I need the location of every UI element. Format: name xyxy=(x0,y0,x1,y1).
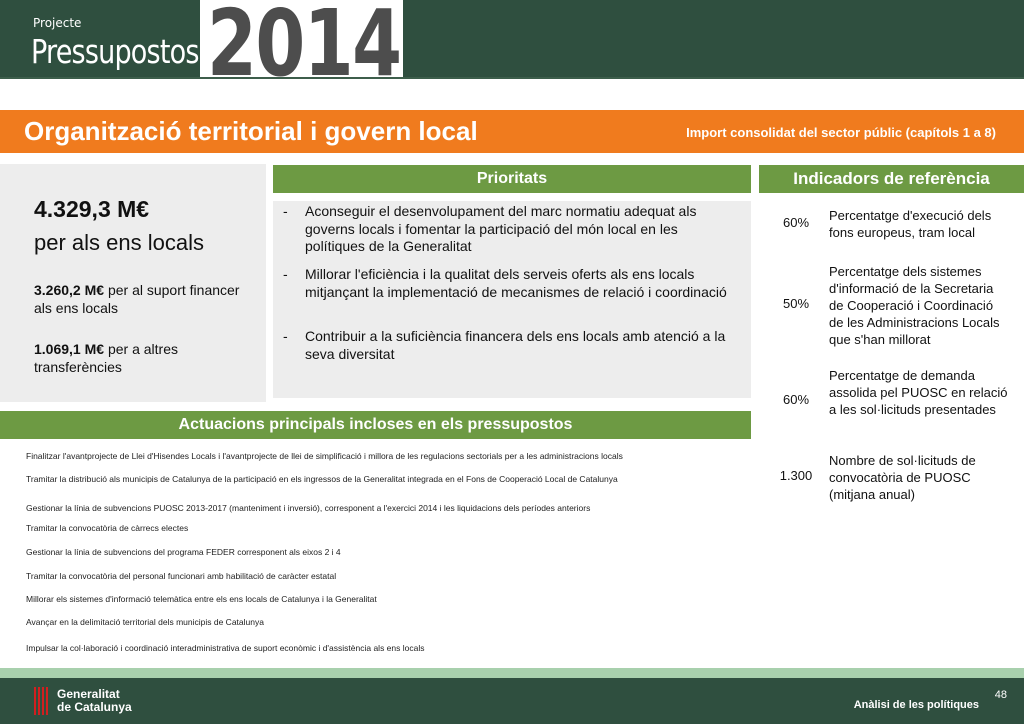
generalitat-logo-icon xyxy=(34,687,50,715)
priority-item xyxy=(283,328,738,363)
priority-text: Aconseguir el desenvolupament del marc normatiu adequat als governs locals i fomentar la participació del món local en les polítiques de la Generalitat xyxy=(305,203,697,254)
bullet-dash: - xyxy=(283,203,288,219)
summary-item xyxy=(34,281,259,317)
actions-heading: Actuacions principals incloses en els pressupostos xyxy=(0,411,751,439)
indicator-text: Percentatge dels sistemes d'informació de la Secretaria de Cooperació i Coordinació de les Administracions Locals que s'han millorat xyxy=(829,264,1000,347)
generalitat-logo-text xyxy=(57,688,132,714)
action-item: Tramitar la distribució als municipis de Catalunya de la participació en els ingressos de la Generalitat integrada en el Fons de Cooperació Local de Catalunya xyxy=(26,474,618,484)
bullet-dash: - xyxy=(283,266,288,282)
priority-item xyxy=(283,203,738,256)
indicator-text: Nombre de sol·licituds de convocatòria de PUOSC (mitjana anual) xyxy=(829,453,976,502)
logo-line: Generalitat xyxy=(57,687,120,701)
indicator-value: 60% xyxy=(782,392,810,407)
summary-amount-desc: per als ens locals xyxy=(34,230,204,255)
logo-line: de Catalunya xyxy=(57,700,132,714)
action-item: Finalitzar l'avantprojecte de Llei d'Hisendes Locals i l'avantprojecte de llei de simplificació i millora de les regulacions sectorials per a les administracions locals xyxy=(26,451,623,461)
section-subtitle: Import consolidat del sector públic (capítols 1 a 8) xyxy=(686,125,996,140)
header-title: Pressupostos xyxy=(31,32,199,71)
action-item: Gestionar la línia de subvencions del programa FEDER corresponent als eixos 2 i 4 xyxy=(26,547,341,557)
indicator-value: 50% xyxy=(782,296,810,311)
summary-item-text: per al suport financer als ens locals xyxy=(34,282,240,316)
indicator-value: 60% xyxy=(782,215,810,230)
priority-item xyxy=(283,266,738,301)
action-item: Avançar en la delimitació territorial dels municipis de Catalunya xyxy=(26,617,264,627)
action-item: Impulsar la col·laboració i coordinació interadministrativa de suport econòmic i d'assistència als ens locals xyxy=(26,643,425,653)
summary-item-text: per a altres transferències xyxy=(34,341,178,375)
action-item: Millorar els sistemes d'informació telemàtica entre els ens locals de Catalunya i la Generalitat xyxy=(26,594,377,604)
indicator-text: Percentatge d'execució dels fons europeus, tram local xyxy=(829,208,992,240)
page-number: 48 xyxy=(994,689,1007,701)
indicators-heading: Indicadors de referència xyxy=(759,165,1024,193)
action-item: Gestionar la línia de subvencions PUOSC 2013-2017 (manteniment i inversió), corresponent a l'exercici 2014 i les liquidacions dels períodes anteriors xyxy=(26,503,591,513)
indicator-text: Percentatge de demanda assolida pel PUOSC en relació a les sol·licituds presentades xyxy=(829,368,1008,417)
action-item: Tramitar la convocatòria del personal funcionari amb habilitació de caràcter estatal xyxy=(26,571,337,581)
header-divider xyxy=(0,77,1024,87)
header-kicker: Projecte xyxy=(33,16,82,30)
footer-label: Anàlisi de les polítiques xyxy=(853,699,979,711)
summary-item-value: 3.260,2 M€ xyxy=(34,282,105,298)
priorities-heading: Prioritats xyxy=(273,165,751,193)
summary-item xyxy=(34,340,259,376)
indicator-value: 1.300 xyxy=(779,468,813,483)
action-item: Tramitar la convocatòria de càrrecs electes xyxy=(26,523,189,533)
summary-item-value: 1.069,1 M€ xyxy=(34,341,105,357)
header-year: 2014 xyxy=(207,0,401,97)
section-title: Organització territorial i govern local xyxy=(24,116,478,146)
priority-text: Millorar l'eficiència i la qualitat dels serveis oferts als ens locals mitjançant la implementació de mecanismes de relació i coordinació xyxy=(305,266,727,300)
footer-stripe xyxy=(0,668,1024,678)
priority-text: Contribuir a la suficiència financera dels ens locals amb atenció a la seva diversitat xyxy=(305,328,726,362)
summary-amount: 4.329,3 M€ xyxy=(34,196,150,222)
bullet-dash: - xyxy=(283,328,288,344)
